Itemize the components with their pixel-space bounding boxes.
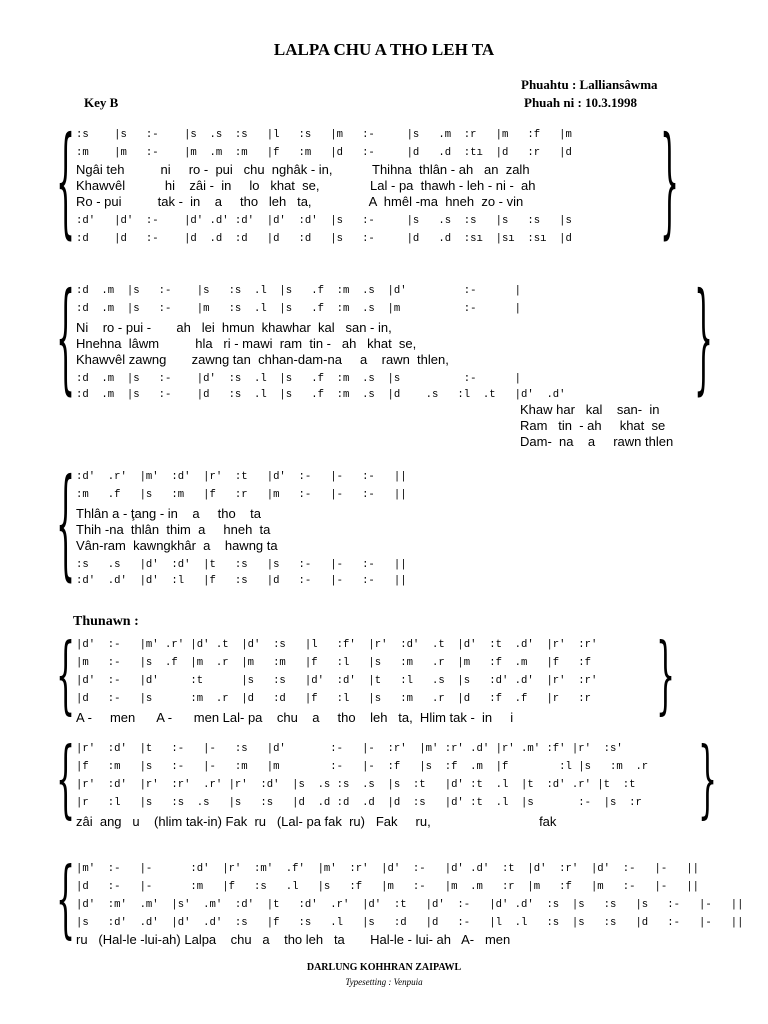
bass-line: |d :- |s :m .r |d :d |f :l |s :m .r |d :f .f |r :r	[76, 693, 591, 705]
soprano-line: :s |s :- |s .s :s |l :s |m :- |s .m :r |m :f |m	[76, 129, 572, 141]
soprano-line: |m' :- |- :d' |r' :m' .f' |m' :r' |d' :- |d' .d' :t |d' :r' |d' :- |- ||	[76, 863, 700, 875]
left-brace-icon: {	[56, 731, 76, 830]
chorus-system-2	[56, 731, 718, 832]
right-brace-icon: }	[660, 114, 680, 254]
alto-line: :d .m |s :- |m :s .l |s .f :m .s |m :- |	[76, 303, 522, 315]
lyric-line-3: Ro - pui tak - in a tho leh ta, A hmêl -ma hneh zo - vin	[76, 194, 524, 209]
left-brace-icon: {	[56, 851, 76, 950]
bass-line: :d .m |s :- |d :s .l |s .f :m .s |d .s :l .t |d' .d'	[76, 389, 566, 401]
right-brace-icon: }	[694, 270, 714, 410]
verse-system-1	[56, 114, 718, 254]
tenor-line: |d' :m' .m' |s' .m' :d' |t :d' .r' |d' :t |d' :- |d' .d' :s |s :s |s :- |- ||	[76, 899, 744, 911]
bass-line: :d |d :- |d .d :d |d :d |s :- |d .d :sı |sı :sı |d	[76, 233, 572, 245]
footer-organization: DARLUNG KOHHRAN ZAIPAWL	[306, 962, 462, 973]
composer-credit: Phuahtu : Lalliansâwma	[521, 77, 658, 92]
chorus-label: Thunawn :	[73, 614, 139, 629]
alto-line: :m .f |s :m |f :r |m :- |- :- ||	[76, 489, 407, 501]
song-title: LALPA CHU A THO LEH TA	[273, 40, 495, 59]
right-brace-icon: }	[698, 731, 718, 830]
lyric-line-1: Thlân a - ţang - in a tho ta	[76, 506, 261, 521]
key-signature: Key B	[84, 95, 119, 110]
tenor-line: :d .m |s :- |d' :s .l |s .f :m .s |s :- |	[76, 373, 522, 385]
alto-line: :m |m :- |m .m :m |f :m |d :- |d .d :tı |d :r |d	[76, 147, 572, 159]
soprano-line: :d .m |s :- |s :s .l |s .f :m .s |d' :- |	[76, 285, 522, 297]
lyric-line-1: Ni ro - pui - ah lei hmun khawhar kal san - in,	[76, 320, 392, 335]
tail-lyric-1: Khaw har kal san- in	[520, 402, 660, 417]
composition-date: Phuah ni : 10.3.1998	[524, 95, 638, 110]
alto-line: |f :m |s :- |- :m |m :- |- :f |s :f .m |f :l |s :m .r	[76, 761, 649, 773]
soprano-line: :d' .r' |m' :d' |r' :t |d' :- |- :- ||	[76, 471, 407, 483]
alto-line: |m :- |s .f |m .r |m :m |f :l |s :m .r |m :f .m |f :f	[76, 657, 591, 669]
lyric-line-1: Ngâi teh ni ro - pui chu nghâk - in, Thihna thlân - ah an zalh	[76, 162, 530, 177]
lyric-line-3: Vân-ram kawngkhâr a hawng ta	[76, 538, 278, 553]
lyric-line-2: Hnehna lâwm hla ri - mawi ram tin - ah khat se,	[76, 336, 417, 351]
left-brace-icon: {	[56, 456, 76, 596]
tenor-line: |r' :d' |r' :r' .r' |r' :d' |s .s :s .s |s :t |d' :t .l |t :d' .r' |t :t	[76, 779, 636, 791]
left-brace-icon: {	[56, 114, 76, 254]
left-brace-icon: {	[56, 627, 76, 726]
bass-line: |s :d' .d' |d' .d' :s |f :s .l |s :d |d :- |l .l :s |s :s |d :- |- ||	[76, 917, 744, 929]
tail-lyric-3: Dam- na a rawn thlen	[520, 434, 674, 449]
verse-system-2	[56, 270, 718, 454]
tail-lyric-2: Ram tin - ah khat se	[520, 418, 666, 433]
lyric-line-2: Thih -na thlân thim a hneh ta	[76, 522, 271, 537]
tenor-line: :s .s |d' :d' |t :s |s :- |- :- ||	[76, 559, 407, 571]
tenor-line: :d' |d' :- |d' .d' :d' |d' :d' |s :- |s .s :s |s :s |s	[76, 215, 572, 227]
right-brace-icon: }	[656, 627, 676, 726]
alto-line: |d :- |- :m |f :s .l |s :f |m :- |m .m :r |m :f |m :- |- ||	[76, 881, 700, 893]
lyric-line: zâi ang u (hlim tak-in) Fak ru (Lal- pa fak ru) Fak ru, fak	[76, 814, 557, 829]
lyric-line-3: Khawvêl zawng zawng tan chhan-dam-na a rawn thlen,	[76, 352, 449, 367]
verse-system-3	[56, 456, 718, 596]
lyric-line: A - men A - men Lal- pa chu a tho leh ta, Hlim tak - in i	[76, 710, 514, 725]
lyric-line: ru (Hal-le -lui-ah) Lalpa chu a tho leh ta Hal-le - lui- ah A- men	[76, 932, 511, 947]
chorus-system-1	[56, 627, 718, 728]
lyric-line-2: Khawvêl hi zâi - in lo khat se, Lal - pa thawh - leh - ni - ah	[76, 178, 536, 193]
soprano-line: |d' :- |m' .r' |d' .t |d' :s |l :f' |r' :d' .t |d' :t .d' |r' :r'	[76, 639, 598, 651]
soprano-line: |r' :d' |t :- |- :s |d' :- |- :r' |m' :r' .d' |r' .m' :f' |r' :s'	[76, 743, 623, 755]
bass-line: |r :l |s :s .s |s :s |d .d :d .d |d :s |d' :t .l |s :- |s :r	[76, 797, 642, 809]
left-brace-icon: {	[56, 270, 76, 410]
bass-line: :d' .d' |d' :l |f :s |d :- |- :- ||	[76, 575, 407, 587]
footer-typesetting: Typesetting : Venpuia	[345, 977, 423, 987]
tenor-line: |d' :- |d' :t |s :s |d' :d' |t :l .s |s :d' .d' |r' :r'	[76, 675, 598, 687]
chorus-system-3	[56, 851, 744, 952]
